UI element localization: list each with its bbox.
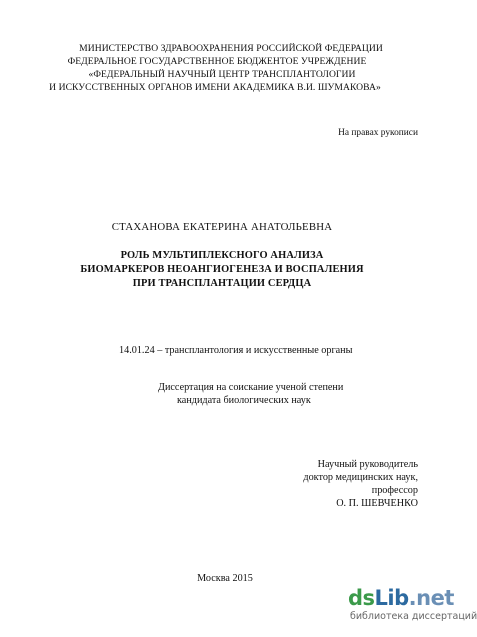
ministry-header-line-4: И ИСКУССТВЕННЫХ ОРГАНОВ ИМЕНИ АКАДЕМИКА В.И. ШУМАКОВА» [49,82,381,93]
supervisor-line-1: Научный руководитель [317,459,418,470]
thesis-title-line-1: РОЛЬ МУЛЬТИПЛЕКСНОГО АНАЛИЗА [120,250,324,261]
logo-part-net: .net [408,586,454,610]
manuscript-rights-note: На правах рукописи [338,128,418,138]
dslib-subtitle: библиотека диссертаций [350,611,477,622]
ministry-header-line-1: МИНИСТЕРСТВО ЗДРАВООХРАНЕНИЯ РОССИЙСКОЙ ФЕДЕРАЦИИ [79,43,383,54]
supervisor-line-3: профессор [371,485,418,496]
ministry-header-line-3: «ФЕДЕРАЛЬНЫЙ НАУЧНЫЙ ЦЕНТР ТРАНСПЛАНТОЛОГИИ [88,69,356,80]
logo-part-ds: ds [348,586,375,610]
thesis-title-line-3: ПРИ ТРАНСПЛАНТАЦИИ СЕРДЦА [132,278,312,289]
author-name: СТАХАНОВА ЕКАТЕРИНА АНАТОЛЬЕВНА [111,221,333,233]
specialty-code: 14.01.24 – трансплантология и искусственные органы [119,345,353,356]
supervisor-line-2: доктор медицинских наук, [303,472,418,483]
dslib-logo [348,588,454,609]
degree-line-1: Диссертация на соискание ученой степени [158,382,344,393]
logo-part-lib: Lib [374,586,409,610]
thesis-title-line-2: БИОМАРКЕРОВ НЕОАНГИОГЕНЕЗА И ВОСПАЛЕНИЯ [80,264,364,275]
ministry-header-line-2: ФЕДЕРАЛЬНОЕ ГОСУДАРСТВЕННОЕ БЮДЖЕНТОЕ УЧРЕЖДЕНИЕ [67,56,367,67]
degree-line-2: кандидата биологических наук [177,395,311,406]
supervisor-name: О. П. ШЕВЧЕНКО [336,498,418,509]
place-and-year: Москва 2015 [197,573,253,584]
